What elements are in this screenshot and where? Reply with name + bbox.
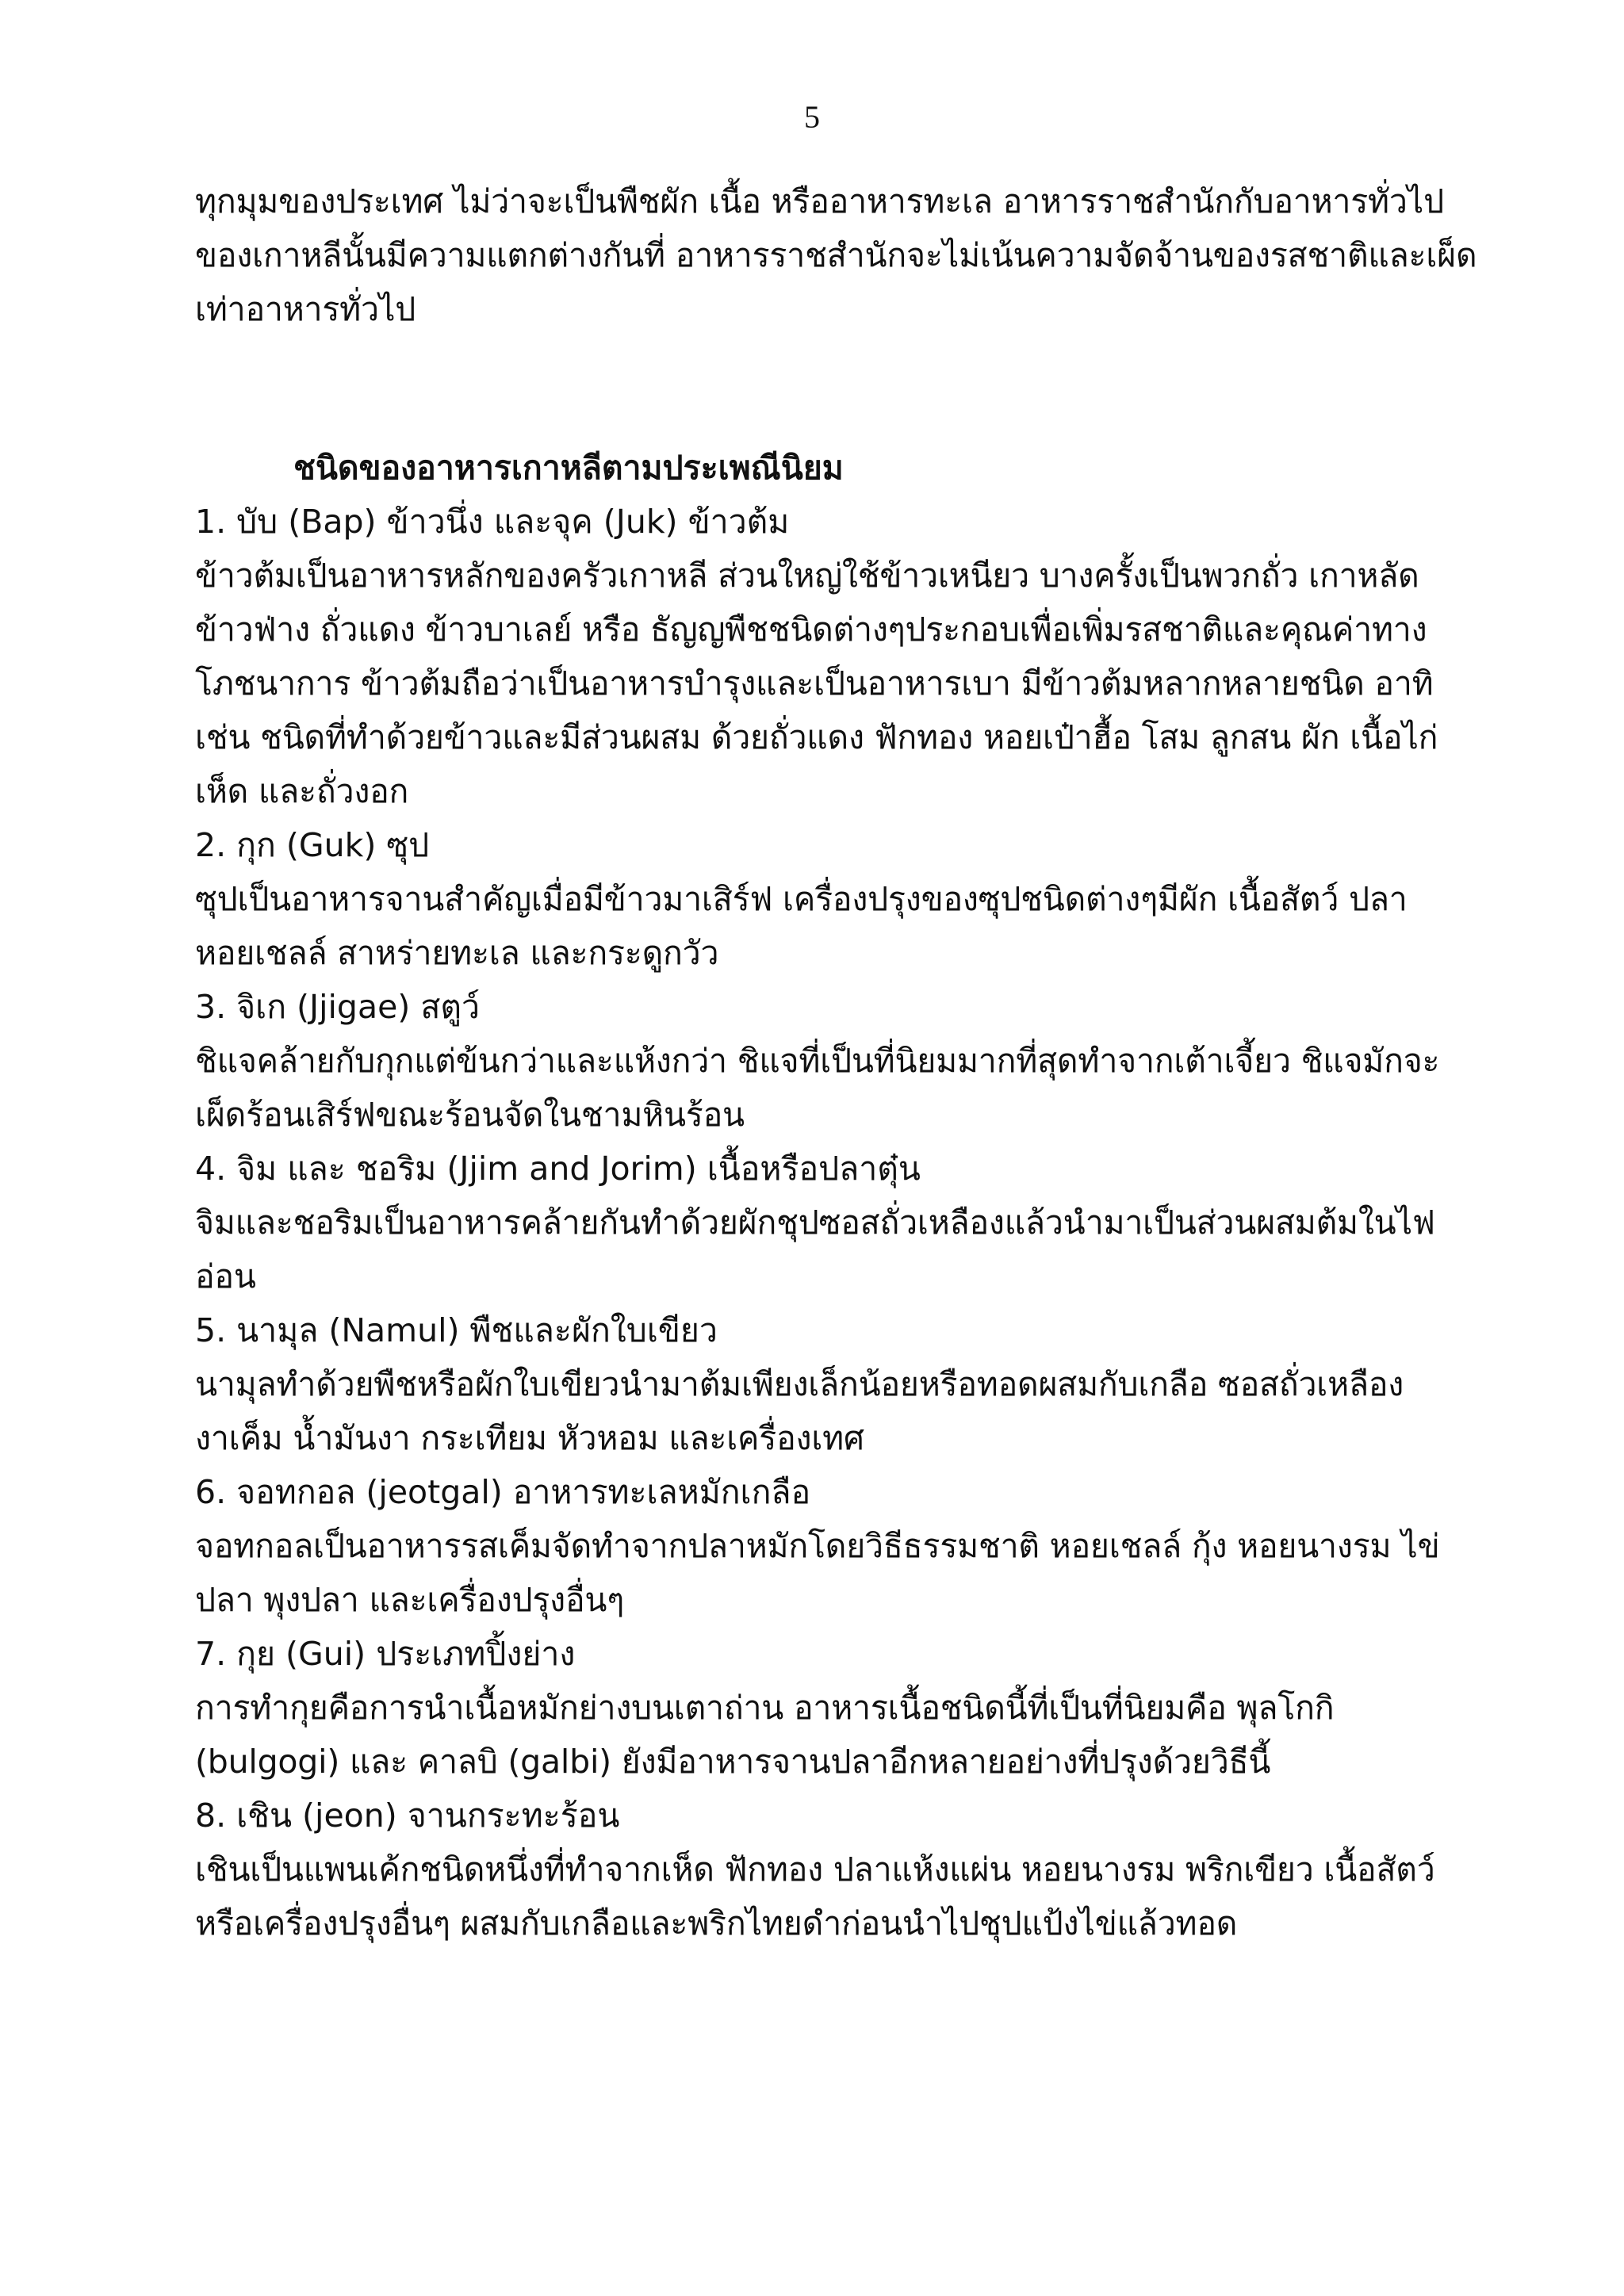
item-text-line: ปลา พุงปลา และเครื่องปรุงอื่นๆ xyxy=(195,1581,625,1619)
item-text-line: ข้าวต้มเป็นอาหารหลักของครัวเกาหลี ส่วนใหญ่ใช้ข้าวเหนียว บางครั้งเป็นพวกถั่ว เกาหลัด xyxy=(195,557,1419,595)
paragraph-gap xyxy=(195,336,1503,441)
item-title: 6. จอทกอล (jeotgal) อาหารทะเลหมักเกลือ xyxy=(195,1473,811,1511)
intro-line: ทุกมุมของประเทศ ไม่ว่าจะเป็นพืชผัก เนื้อ หรืออาหารทะเล อาหารราชสำนักกับอาหารทั่วไป xyxy=(195,182,1444,220)
item-text-line: จอทกอลเป็นอาหารรสเค็มจัดทำจากปลาหมักโดยวิธีธรรมชาติ หอยเชลล์ กุ้ง หอยนางรม ไข่ xyxy=(195,1527,1440,1565)
item-text-line: จิมและชอริมเป็นอาหารคล้ายกันทำด้วยผักชุปซอสถั่วเหลืองแล้วนำมาเป็นส่วนผสมต้มในไฟ xyxy=(195,1203,1435,1242)
section-heading: ชนิดของอาหารเกาหลีตามประเพณีนิยม xyxy=(293,449,844,487)
item-title: 7. กุย (Gui) ประเภทปิ้งย่าง xyxy=(195,1635,576,1673)
intro-line: เท่าอาหารทั่วไป xyxy=(195,290,416,328)
item-text-line: ชิแจคล้ายกับกุกแต่ข้นกว่าและแห้งกว่า ชิแจที่เป็นที่นิยมมากที่สุดทำจากเต้าเจี้ยว ชิแจมักจะ xyxy=(195,1042,1440,1080)
page-number: 5 xyxy=(804,99,820,135)
intro-line: ของเกาหลีนั้นมีความแตกต่างกันที่ อาหารราชสำนักจะไม่เน้นความจัดจ้านของรสชาติและเผ็ด xyxy=(195,236,1477,274)
item-text-line: ข้าวฟ่าง ถั่วแดง ข้าวบาเลย์ หรือ ธัญญพืชชนิดต่างๆประกอบเพื่อเพิ่มรสชาติและคุณค่าทาง xyxy=(195,610,1427,649)
item-text-line: อ่อน xyxy=(195,1257,256,1295)
item-text-line: นามุลทำด้วยพืชหรือผักใบเขียวนำมาต้มเพียงเล็กน้อยหรือทอดผสมกับเกลือ ซอสถั่วเหลือง xyxy=(195,1365,1404,1403)
item-text-line: (bulgogi) และ คาลบิ (galbi) ยังมีอาหารจานปลาอีกหลายอย่างที่ปรุงด้วยวิธีนี้ xyxy=(195,1743,1271,1781)
item-text-line: หอยเชลล์ สาหร่ายทะเล และกระดูกวัว xyxy=(195,934,719,972)
item-title: 3. จิเก (Jjigae) สตูว์ xyxy=(195,988,480,1026)
item-text-line: เผ็ดร้อนเสิร์ฟขณะร้อนจัดในชามหินร้อน xyxy=(195,1096,745,1134)
item-title: 1. บับ (Bap) ข้าวนึ่ง และจุค (Juk) ข้าวต้ม xyxy=(195,503,790,541)
item-title: 2. กุก (Guk) ซุป xyxy=(195,826,430,864)
item-text-line: เช่น ชนิดที่ทำด้วยข้าวและมีส่วนผสม ด้วยถั่วแดง ฟักทอง หอยเป๋าฮื้อ โสม ลูกสน ผัก เนื้อไก่ xyxy=(195,718,1438,756)
item-text-line: หรือเครื่องปรุงอื่นๆ ผสมกับเกลือและพริกไทยดำก่อนนำไปชุปแป้งไข่แล้วทอด xyxy=(195,1904,1238,1942)
item-text-line: โภชนาการ ข้าวต้มถือว่าเป็นอาหารบำรุงและเป็นอาหารเบา มีข้าวต้มหลากหลายชนิด อาทิ xyxy=(195,664,1434,702)
document-body xyxy=(195,174,1503,1950)
item-title: 5. นามุล (Namul) พืชและผักใบเขียว xyxy=(195,1311,718,1349)
item-text-line: เห็ด และถั่วงอก xyxy=(195,772,409,810)
item-text-line: ซุปเป็นอาหารจานสำคัญเมื่อมีข้าวมาเสิร์ฟ เครื่องปรุงของซุปชนิดต่างๆมีผัก เนื้อสัตว์ ปลา xyxy=(195,880,1408,918)
item-title: 4. จิม และ ชอริม (Jjim and Jorim) เนื้อหรือปลาตุ๋น xyxy=(195,1150,921,1188)
item-text-line: เชินเป็นแพนเค้กชนิดหนึ่งที่ทำจากเห็ด ฟักทอง ปลาแห้งแผ่น หอยนางรม พริกเขียว เนื้อสัตว์ xyxy=(195,1850,1435,1888)
item-text-line: การทำกุยคือการนำเนื้อหมักย่างบนเตาถ่าน อาหารเนื้อชนิดนี้ที่เป็นที่นิยมคือ พุลโกกิ xyxy=(195,1689,1335,1727)
item-title: 8. เชิน (jeon) จานกระทะร้อน xyxy=(195,1797,620,1835)
item-text-line: งาเค็ม น้ำมันงา กระเทียม หัวหอม และเครื่องเทศ xyxy=(195,1419,864,1457)
